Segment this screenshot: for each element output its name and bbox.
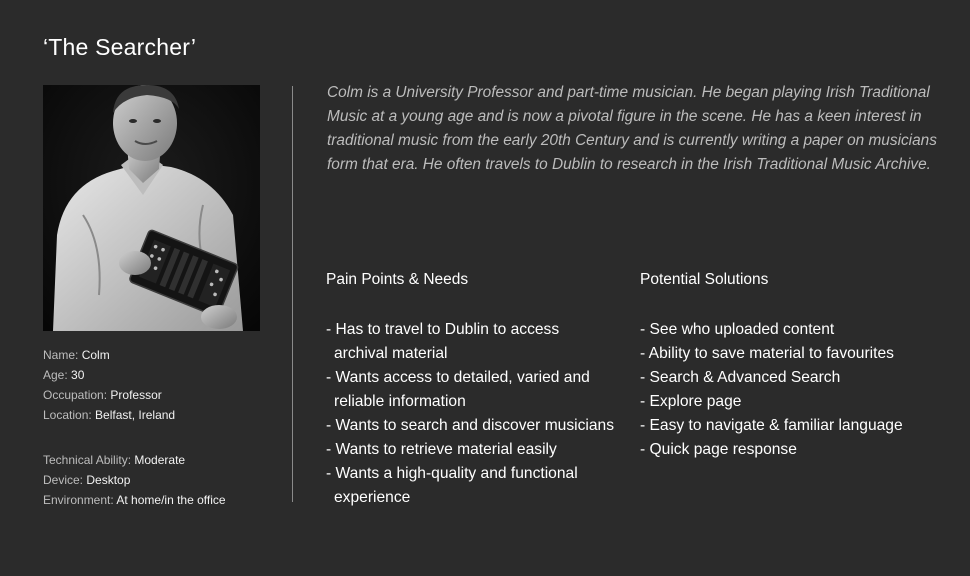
detail-environment: Environment: At home/in the office [43, 493, 226, 507]
list-item: - Wants to search and discover musicians [326, 417, 615, 434]
list-item: - Quick page response [640, 441, 797, 458]
list-item: - See who uploaded content [640, 321, 835, 338]
solutions-list [640, 318, 940, 462]
persona-photo [43, 85, 260, 331]
list-item: - Wants a high-quality and functional experience [326, 465, 578, 506]
list-item: - Search & Advanced Search [640, 369, 841, 386]
list-item: - Ability to save material to favourites [640, 345, 894, 362]
list-item: - Wants access to detailed, varied and reliable information [326, 369, 590, 410]
list-item: - Explore page [640, 393, 742, 410]
detail-occupation: Occupation: Professor [43, 388, 162, 402]
pain-points-heading: Pain Points & Needs [326, 271, 469, 288]
persona-details [43, 345, 226, 510]
vertical-divider [292, 86, 293, 502]
detail-device: Device: Desktop [43, 473, 131, 487]
list-item: - Wants to retrieve material easily [326, 441, 557, 458]
pain-points-list [326, 318, 631, 510]
persona-bio: Colm is a University Professor and part-time musician. He began playing Irish Traditional Music at a young age and is now a pivotal figure in the scene. He has a keen interest in traditional music from the early 20th Century and is currently writing a paper on musicians form that era. He often travels to Dublin to research in the Irish Traditional Music Archive. [327, 84, 937, 173]
persona-title: ‘The Searcher’ [43, 34, 197, 60]
list-item: - Has to travel to Dublin to access archival material [326, 321, 560, 362]
detail-technical-ability: Technical Ability: Moderate [43, 453, 186, 467]
detail-location: Location: Belfast, Ireland [43, 408, 176, 422]
solutions-heading: Potential Solutions [640, 271, 769, 288]
person-with-concertina-photo-icon [43, 85, 260, 331]
list-item: - Easy to navigate & familiar language [640, 417, 903, 434]
detail-name: Name: Colm [43, 348, 110, 362]
detail-age: Age: 30 [43, 368, 85, 382]
